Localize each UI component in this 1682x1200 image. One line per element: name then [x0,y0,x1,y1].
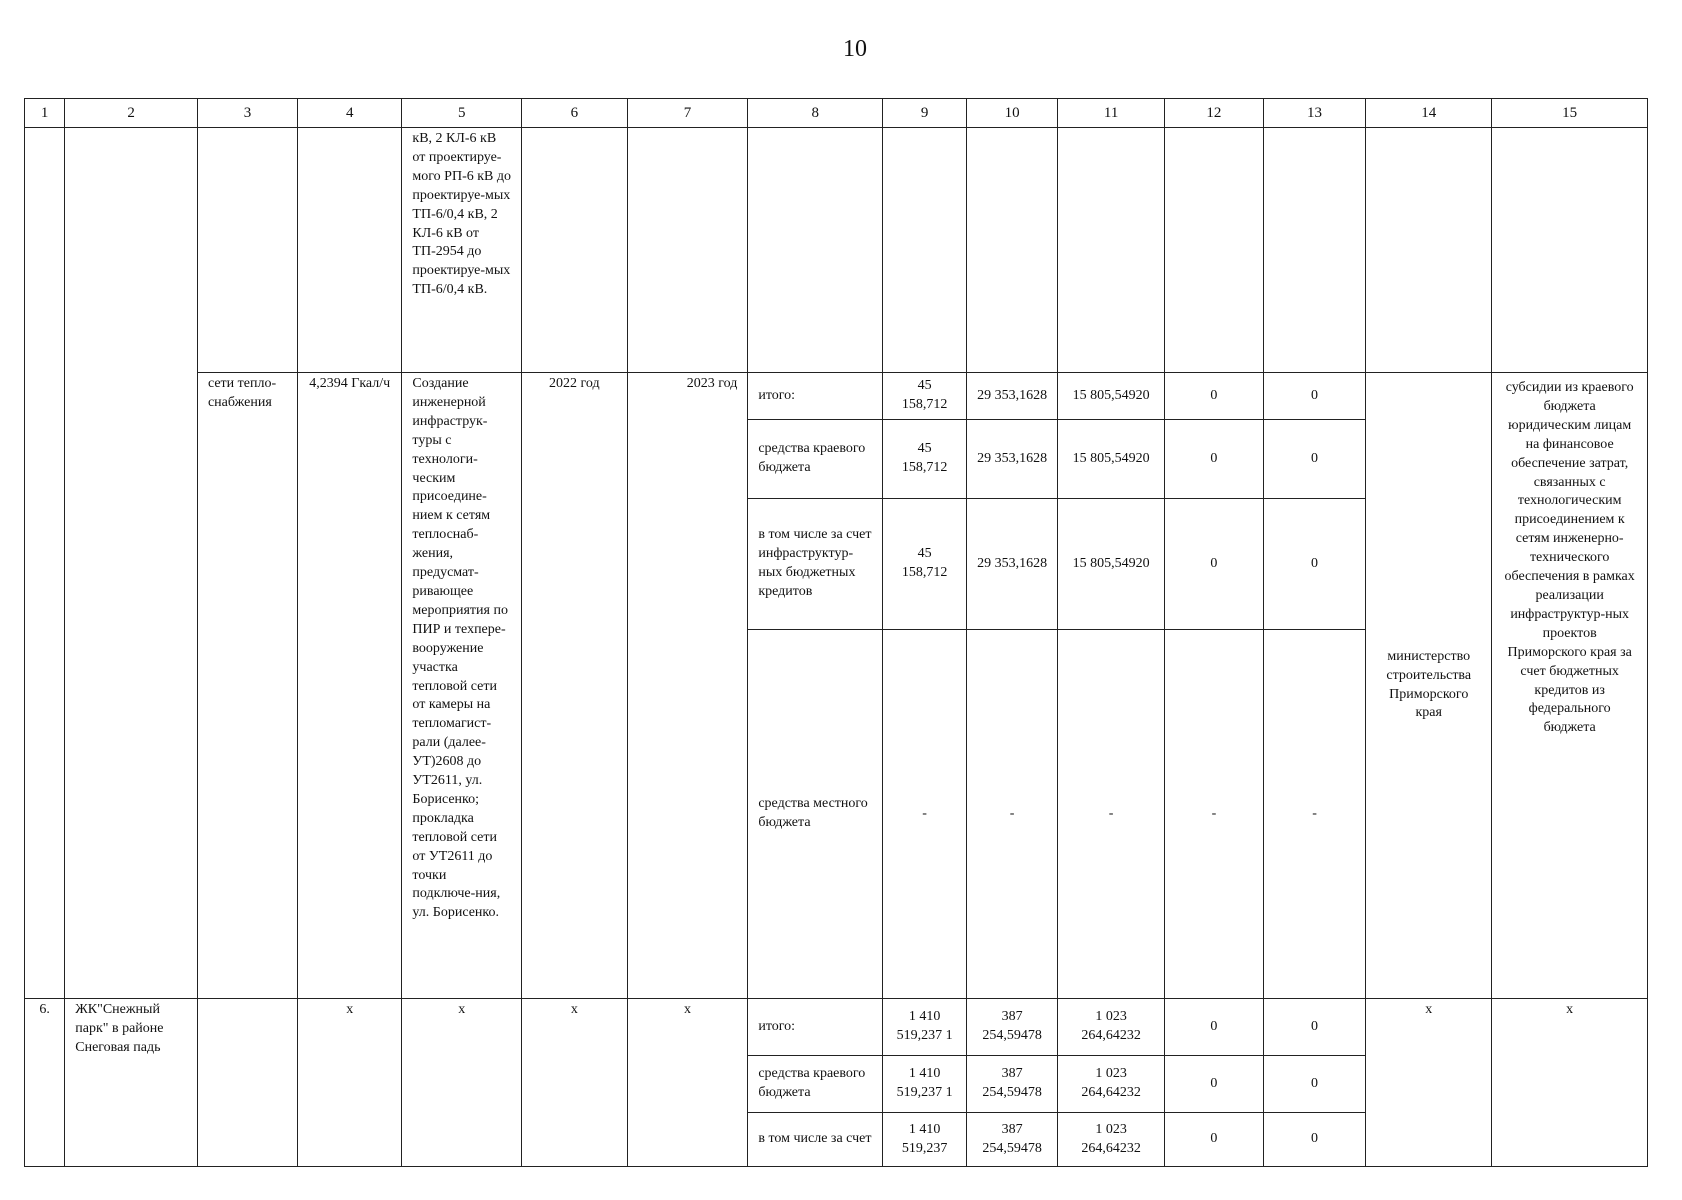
table-cell [748,128,883,373]
funding-source: средства краевого бюджета [748,1056,883,1113]
value-2022: 387 254,59478 [966,1113,1057,1167]
value-2025: 0 [1263,373,1365,420]
value-2024: - [1164,630,1263,999]
header-cell: 5 [402,99,522,128]
value-total: 45 158,712 [883,499,967,630]
value-total: 1 410 519,237 [883,1113,967,1167]
funding-source: итого: [748,999,883,1056]
x-mark: х [402,999,522,1167]
value-total: 1 410 519,237 1 [883,999,967,1056]
item-number: 6. [25,999,65,1167]
x-mark: х [1492,999,1648,1167]
object-description: Создание инженерной инфраструк-туры с технологи-ческим присоедине-нием к сетям теплоснаб-жения, предусмат-ривающее мероприятия по ПИР и техпере-вооружение участка тепловой сети от камеры на тепломагист-рали (далее-УТ)2608 до УТ2611, ул. Борисенко; прокладка тепловой сети от УТ2611 до точки подключе-ния, ул. Борисенко. [402,373,522,999]
table-cell [298,128,402,373]
value-2022: 29 353,1628 [966,499,1057,630]
header-cell: 2 [65,99,198,128]
value-2023: 15 805,54920 [1058,420,1165,499]
header-cell: 15 [1492,99,1648,128]
responsible-ministry: министерство строительства Приморского края [1366,373,1492,999]
value-2024: 0 [1164,373,1263,420]
funding-source: средства краевого бюджета [748,420,883,499]
value-2022: - [966,630,1057,999]
value-total: 45 158,712 [883,373,967,420]
value-2025: 0 [1263,999,1365,1056]
page-number: 10 [843,36,867,62]
header-cell: 4 [298,99,402,128]
funding-source: итого: [748,373,883,420]
table-cell [1366,128,1492,373]
value-2025: 0 [1263,499,1365,630]
x-mark: х [1366,999,1492,1167]
value-2025: 0 [1263,1056,1365,1113]
header-cell: 10 [966,99,1057,128]
header-cell: 9 [883,99,967,128]
value-total: 1 410 519,237 1 [883,1056,967,1113]
value-2024: 0 [1164,420,1263,499]
header-cell: 11 [1058,99,1165,128]
x-mark: х [522,999,628,1167]
value-2024: 0 [1164,999,1263,1056]
value-2024: 0 [1164,1113,1263,1167]
value-2024: 0 [1164,499,1263,630]
table-cell [197,128,297,373]
table-cell [65,128,198,999]
table-cell [1263,128,1365,373]
table-cell [522,128,628,373]
header-row [25,99,1648,128]
funding-purpose: субсидии из краевого бюджета юридическим лицам на финансовое обеспечение затрат, связанных с технологическим присоединением к сетям инженерно-технического обеспечения в рамках реализации инфраструктур-ных проектов Приморского края за счет бюджетных кредитов из федерального бюджета [1492,373,1648,999]
table-cell [1492,128,1648,373]
value-2022: 29 353,1628 [966,420,1057,499]
table-cell [966,128,1057,373]
header-cell: 1 [25,99,65,128]
table-row [25,128,1648,373]
value-2024: 0 [1164,1056,1263,1113]
header-cell: 14 [1366,99,1492,128]
value-2023: 1 023 264,64232 [1058,1056,1165,1113]
x-mark: х [627,999,748,1167]
funding-source: средства местного бюджета [748,630,883,999]
table-cell [1164,128,1263,373]
header-cell: 8 [748,99,883,128]
value-2025: - [1263,630,1365,999]
value-2023: 15 805,54920 [1058,373,1165,420]
table-row [25,999,1648,1056]
item-name: ЖК"Снежный парк" в районе Снеговая падь [65,999,198,1167]
start-year: 2022 год [522,373,628,999]
table-cell [883,128,967,373]
value-2022: 387 254,59478 [966,999,1057,1056]
continuation-description: кВ, 2 КЛ-6 кВ от проектируе-мого РП-6 кВ до проектируе-мых ТП-6/0,4 кВ, 2 КЛ-6 кВ от ТП-2954 до проектируе-мых ТП-6/0,4 кВ. [402,128,522,373]
value-2023: 1 023 264,64232 [1058,1113,1165,1167]
header-cell: 13 [1263,99,1365,128]
header-cell: 7 [627,99,748,128]
table-cell [1058,128,1165,373]
value-2025: 0 [1263,420,1365,499]
header-cell: 3 [197,99,297,128]
value-2023: 15 805,54920 [1058,499,1165,630]
funding-source: в том числе за счет [748,1113,883,1167]
header-cell: 6 [522,99,628,128]
table-cell [25,128,65,999]
value-total: - [883,630,967,999]
x-mark: х [298,999,402,1167]
table-row [25,373,1648,420]
budget-table [24,98,1648,1167]
value-2022: 29 353,1628 [966,373,1057,420]
value-2023: 1 023 264,64232 [1058,999,1165,1056]
value-2025: 0 [1263,1113,1365,1167]
value-2022: 387 254,59478 [966,1056,1057,1113]
header-cell: 12 [1164,99,1263,128]
table-cell [627,128,748,373]
end-year: 2023 год [627,373,748,999]
funding-source: в том числе за счет инфраструктур-ных бюджетных кредитов [748,499,883,630]
value-total: 45 158,712 [883,420,967,499]
object-type: сети тепло-снабжения [197,373,297,999]
capacity: 4,2394 Гкал/ч [298,373,402,999]
table-cell [197,999,297,1167]
value-2023: - [1058,630,1165,999]
